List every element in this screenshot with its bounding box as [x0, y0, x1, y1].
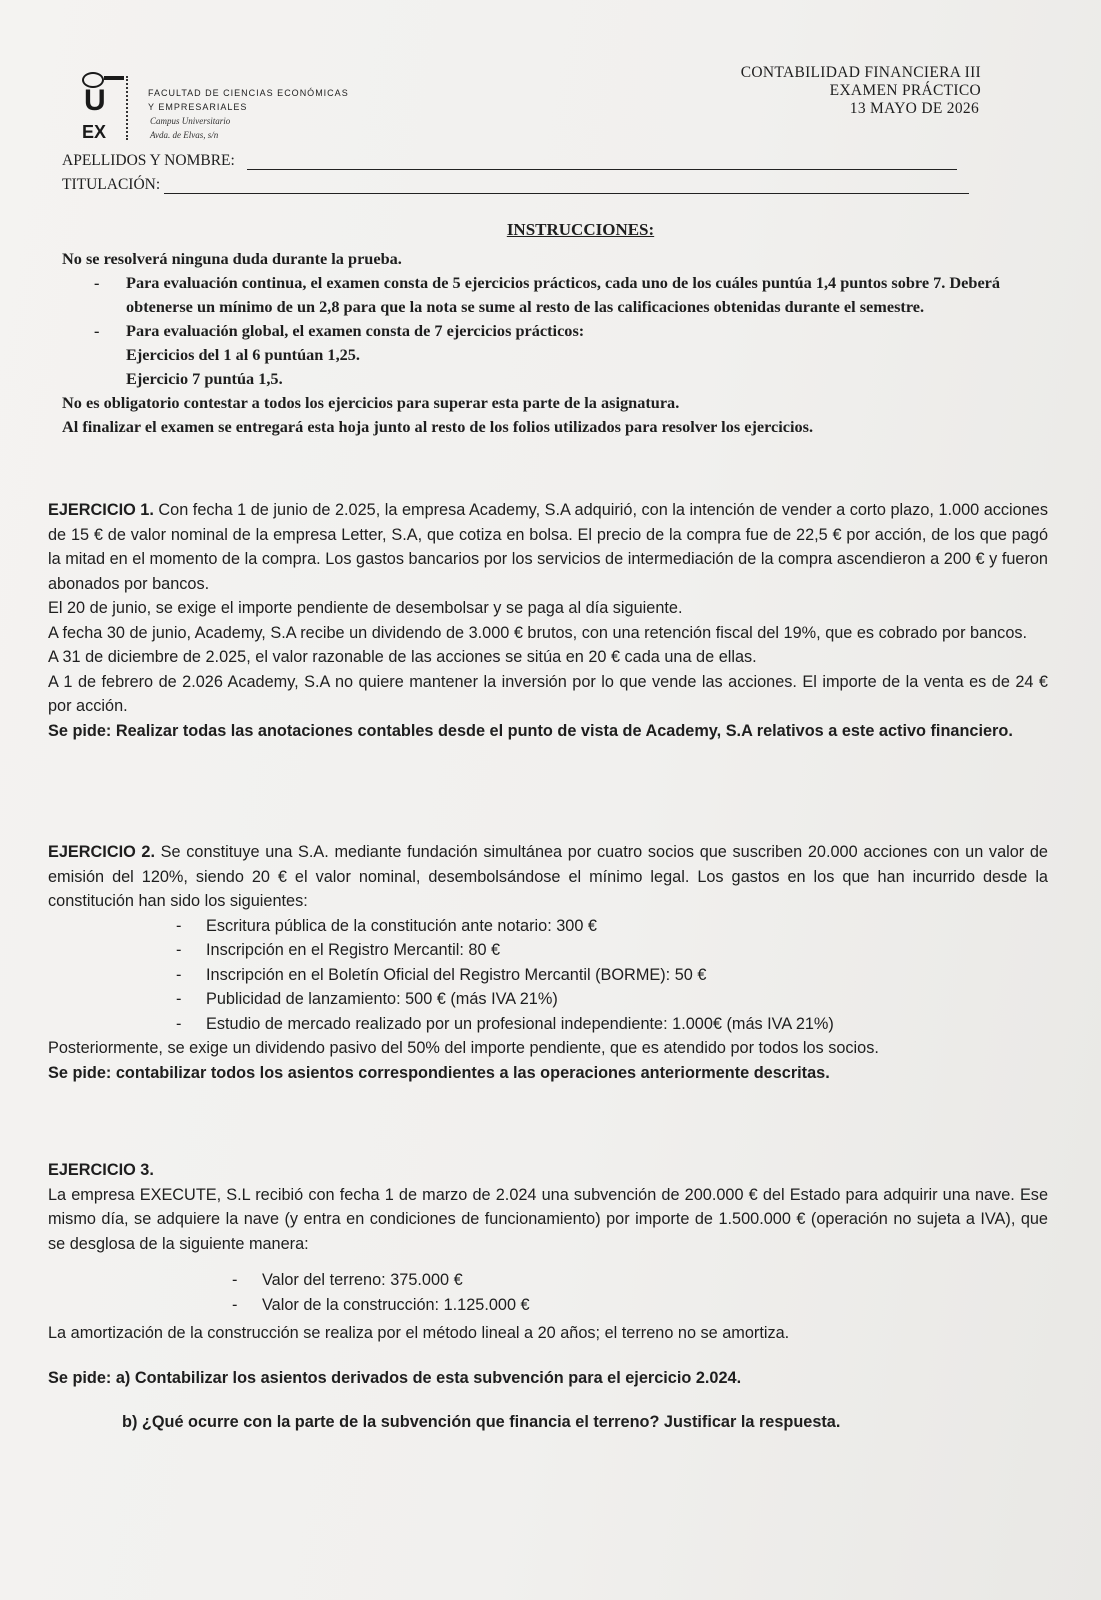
exercise-3 [48, 1158, 1048, 1435]
expense-item: - Inscripción en el Boletín Oficial del Registro Mercantil (BORME): 50 € [176, 965, 707, 984]
exercise-text: Se constituye una S.A. mediante fundación simultánea por cuatro socios que suscriben 20.000 acciones con un valor de emisión del 120%, siendo 20 € el valor nominal, desembolsándose el mínimo legal. Los gastos en los que han incurrido desde la constitución han sido los siguientes: [48, 843, 1048, 910]
instruction-line: No se resolverá ninguna duda durante la prueba. [62, 249, 402, 268]
name-line[interactable] [247, 168, 957, 170]
course-title: CONTABILIDAD FINANCIERA III [740, 64, 981, 81]
instruction-line: No es obligatorio contestar a todos los ejercicios para superar esta parte de la asignatura. [62, 393, 680, 412]
exam-date: 13 MAYO DE 2026 [849, 100, 979, 117]
instruction-sub: Ejercicio 7 puntúa 1,5. [126, 369, 283, 388]
degree-label: TITULACIÓN: [62, 176, 161, 193]
instructions-block [62, 247, 1022, 439]
exercise-task: Se pide: contabilizar todos los asientos correspondientes a las operaciones anteriormente descritas. [48, 1063, 830, 1082]
exercise-text: Posteriormente, se exige un dividendo pasivo del 50% del importe pendiente, que es atendido por todos los socios. [48, 1039, 879, 1057]
campus-address: Avda. de Elvas, s/n [150, 130, 219, 140]
expense-item: - Publicidad de lanzamiento: 500 € (más IVA 21%) [176, 990, 558, 1008]
instruction-bullet: - Para evaluación global, el examen consta de 7 ejercicios prácticos: [94, 321, 585, 340]
degree-line[interactable] [164, 192, 969, 194]
exam-type: EXAMEN PRÁCTICO [829, 82, 981, 99]
exam-header [741, 64, 981, 118]
faculty-name: FACULTAD DE CIENCIAS ECONÓMICAS [148, 88, 349, 98]
exercise-1 [48, 498, 1048, 743]
exercise-label: EJERCICIO 2. [48, 843, 155, 861]
instructions-title: INSTRUCCIONES: [506, 220, 655, 239]
university-logo [80, 72, 380, 147]
exercise-2 [48, 840, 1048, 1085]
asset-item: - Valor del terreno: 375.000 € [232, 1271, 463, 1289]
expense-item: - Escritura pública de la constitución ante notario: 300 € [176, 916, 597, 935]
exercise-text: El 20 de junio, se exige el importe pendiente de desembolsar y se paga al día siguiente. [48, 599, 683, 617]
exercise-text: A 31 de diciembre de 2.025, el valor razonable de las acciones se sitúa en 20 € cada una de ellas. [48, 648, 757, 666]
exercise-text: Con fecha 1 de junio de 2.025, la empresa Academy, S.A adquirió, con la intención de vender a corto plazo, 1.000 acciones de 15 € de valor nominal de la empresa Letter, S.A, que cotiza en bolsa. El precio de la compra fue de 22,5 € por acción, de los que pagó la mitad en el momento de la compra. Los gastos bancarios por los servicios de intermediación de la compra ascendieron a 200 € y fueron abonados por bancos. [48, 501, 1048, 593]
asset-item: - Valor de la construcción: 1.125.000 € [232, 1295, 530, 1314]
exercise-task: b) ¿Qué ocurre con la parte de la subvención que financia el terreno? Justificar la respuesta. [122, 1413, 841, 1431]
degree-field[interactable] [62, 176, 969, 194]
exercise-text: La empresa EXECUTE, S.L recibió con fecha 1 de marzo de 2.024 una subvención de 200.000 € del Estado para adquirir una nave. Ese mismo día, se adquiere la nave (y entra en condiciones de funcionamiento) por importe de 1.500.000 € (operación no sujeta a IVA), que se desglosa de la siguiente manera: [48, 1185, 1048, 1253]
exercise-task: Se pide: a) Contabilizar los asientos derivados de esta subvención para el ejercicio 2.024. [48, 1368, 742, 1387]
exercise-task: Se pide: Realizar todas las anotaciones contables desde el punto de vista de Academy, S.A relativos a este activo financiero. [48, 721, 1013, 740]
exercise-text: A 1 de febrero de 2.026 Academy, S.A no quiere mantener la inversión por lo que vende las acciones. El importe de la venta es de 24 € por acción. [48, 672, 1048, 715]
exercise-label: EJERCICIO 1. [48, 501, 154, 519]
expense-item: - Estudio de mercado realizado por un profesional independiente: 1.000€ (más IVA 21%) [176, 1014, 834, 1033]
campus-name: Campus Universitario [150, 116, 231, 126]
uex-emblem-icon: U EX [80, 72, 128, 144]
instruction-bullet: - Para evaluación continua, el examen consta de 5 ejercicios prácticos, cada uno de los cuáles puntúa 1,4 puntos sobre 7. Deberá obtenerse un mínimo de un 2,8 para que la nota se sume al resto de las calificaciones obtenidas durante el semestre. [94, 273, 1001, 316]
exercise-text: A fecha 30 de junio, Academy, S.A recibe un dividendo de 3.000 € brutos, con una retención fiscal del 19%, que es cobrado por bancos. [48, 623, 1028, 642]
faculty-name-line2: Y EMPRESARIALES [148, 102, 248, 112]
instruction-line: Al finalizar el examen se entregará esta hoja junto al resto de los folios utilizados para resolver los ejercicios. [62, 417, 814, 436]
name-field[interactable] [62, 152, 957, 170]
exercise-text: La amortización de la construcción se realiza por el método lineal a 20 años; el terreno no se amortiza. [48, 1324, 790, 1342]
name-label: APELLIDOS Y NOMBRE: [62, 152, 235, 169]
expense-item: - Inscripción en el Registro Mercantil: 80 € [176, 941, 501, 959]
exercise-label: EJERCICIO 3. [48, 1161, 154, 1179]
instruction-sub: Ejercicios del 1 al 6 puntúan 1,25. [126, 345, 360, 364]
